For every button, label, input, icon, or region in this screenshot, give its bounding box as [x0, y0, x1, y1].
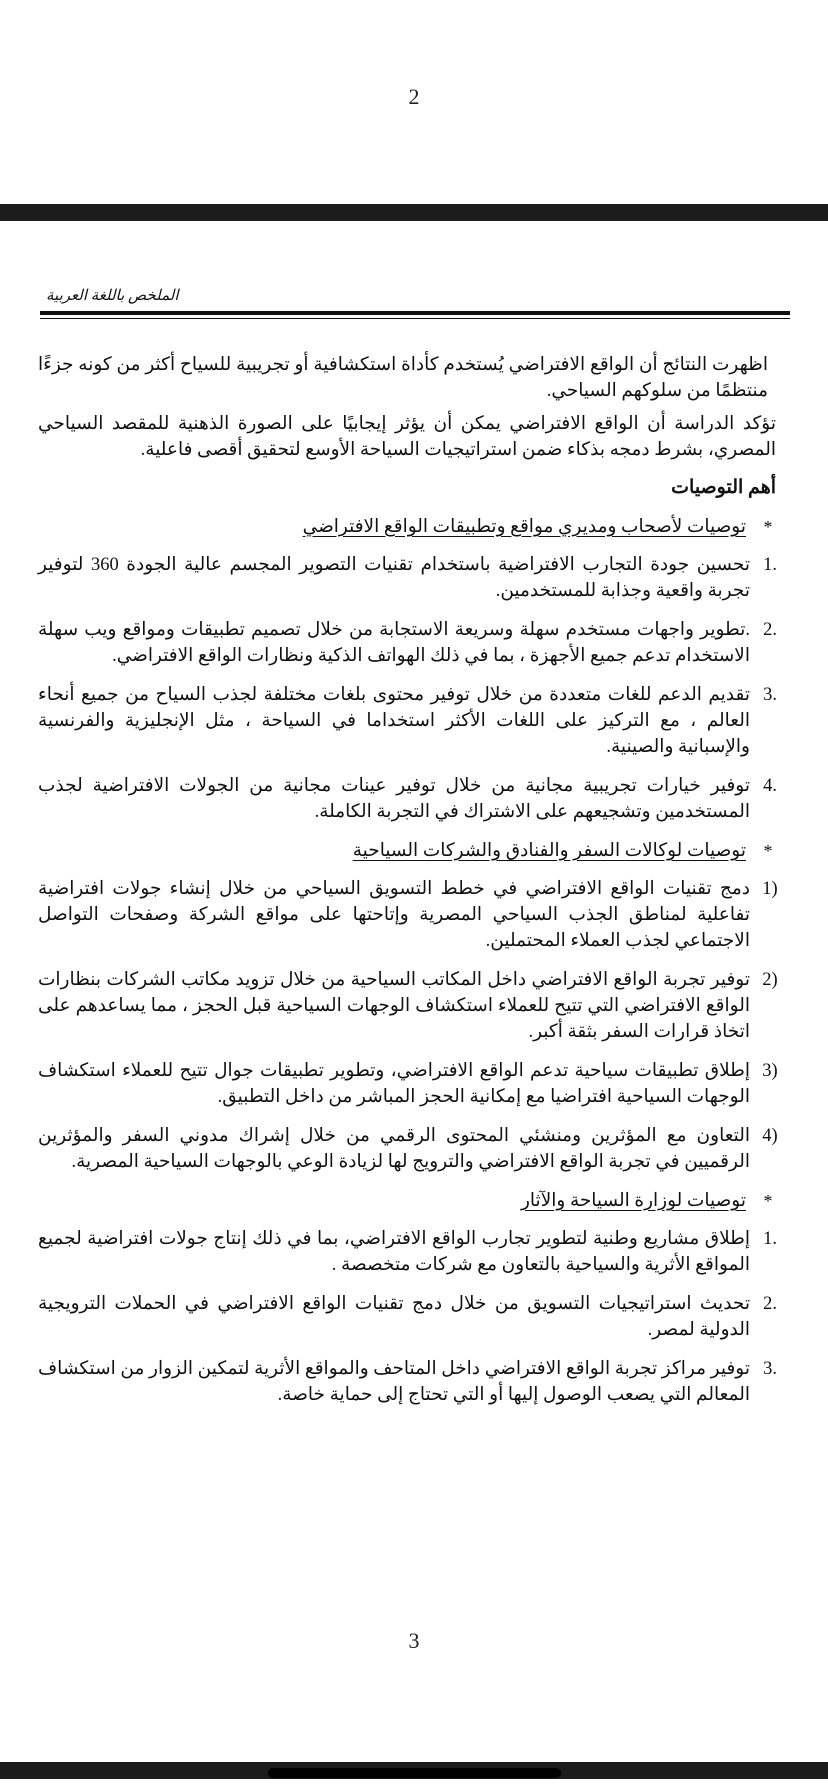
section-title: توصيات لأصحاب ومديري مواقع وتطبيقات الواقع الافتراضي — [302, 517, 746, 537]
item-text: .تطوير واجهات مستخدم سهلة وسريعة الاستجابة من خلال تصميم تطبيقات ومواقع ويب سهلة الاستخدام تدعم جميع الأجهزة ، بما في ذلك الهواتف الذكية ونظارات الواقع الافتراضي. — [38, 620, 750, 666]
item-number: 3) — [762, 1061, 778, 1081]
section-title: توصيات لوكالات السفر والفنادق والشركات السياحية — [352, 841, 746, 861]
section-travel-agencies — [38, 838, 790, 1175]
item-text: إطلاق تطبيقات سياحية تدعم الواقع الافتراضي، وتطوير تطبيقات جوال تتيح للعملاء استكشاف الوجهات السياحية افتراضيا مع إمكانية الحجز المباشر من داخل التطبيق. — [38, 1061, 750, 1107]
intro-paragraph-2: تؤكد الدراسة أن الواقع الافتراضي يمكن أن يؤثر إيجابيًا على الصورة الذهنية للمقصد السياحي المصري، بشرط دمجه بذكاء ضمن استراتيجيات السياحة الأوسع لتحقيق أقصى فاعلية. — [38, 414, 776, 460]
page-number-bottom: 3 — [408, 1628, 420, 1653]
item-number: 3. — [763, 1359, 777, 1379]
list-item — [38, 967, 790, 1045]
item-text: دمج تقنيات الواقع الافتراضي في خطط التسويق السياحي من خلال إنشاء جولات افتراضية تفاعلية لمناطق الجذب السياحي المصرية وإتاحتها على مواقع الشركة وصفحات التواصل الاجتماعي لجذب العملاء المحتملين. — [38, 879, 750, 951]
list-item — [38, 1058, 790, 1110]
list-item — [38, 1226, 790, 1278]
document-body — [38, 352, 790, 1421]
list-item — [38, 617, 790, 669]
recommendations-heading: أهم التوصيات — [671, 477, 776, 498]
page-number-top: 2 — [408, 84, 420, 109]
asterisk-bullet: * — [763, 1191, 773, 1211]
asterisk-bullet: * — [763, 517, 773, 537]
header-rule-thick — [40, 311, 790, 315]
section-heading — [38, 514, 790, 540]
item-number: 2. — [763, 620, 777, 640]
home-indicator-bar[interactable] — [268, 1768, 561, 1778]
item-number: 2. — [763, 1294, 777, 1314]
item-text: توفير تجربة الواقع الافتراضي داخل المكاتب السياحية من خلال تزويد مكاتب الشركات بنظارات الواقع الافتراضي التي تتيح للعملاء استكشاف الوجهات السياحية قبل الحجز ، مما يساعدهم على اتخاذ قرارات السفر بثقة أكبر. — [38, 970, 750, 1042]
item-number: 1) — [762, 879, 778, 899]
item-text: تحديث استراتيجيات التسويق من خلال دمج تقنيات الواقع الافتراضي في الحملات الترويجية الدولية لمصر. — [38, 1294, 750, 1340]
item-number: 1. — [763, 555, 777, 575]
section-vr-owners — [38, 514, 790, 825]
item-number: 4. — [763, 776, 777, 796]
list-item — [38, 1123, 790, 1175]
asterisk-bullet: * — [763, 841, 773, 861]
header-caption: الملخص باللغة العربية — [46, 288, 179, 304]
list-item — [38, 552, 790, 604]
page-divider-top — [0, 204, 828, 221]
list-item — [38, 682, 790, 760]
list-item — [38, 1291, 790, 1343]
item-text: توفير خيارات تجريبية مجانية من خلال توفير عينات مجانية من الجولات الافتراضية لجذب المستخدمين وتشجيعهم على الاشتراك في التجربة الكاملة. — [38, 776, 750, 822]
item-text: التعاون مع المؤثرين ومنشئي المحتوى الرقمي من خلال إشراك مدوني السفر والمؤثرين الرقميين في تجربة الواقع الافتراضي والترويج لها لزيادة الوعي بالوجهات السياحية المصرية. — [38, 1126, 750, 1172]
list-item — [38, 1356, 790, 1408]
item-text: تحسين جودة التجارب الافتراضية باستخدام تقنيات التصوير المجسم عالية الجودة 360 لتوفير تجربة واقعية وجذابة للمستخدمين. — [38, 555, 750, 601]
list-item — [38, 773, 790, 825]
intro-paragraph-1: اظهرت النتائج أن الواقع الافتراضي يُستخدم كأداة استكشافية أو تجريبية للسياح أكثر من كونه جزءًا منتظمًا من سلوكهم السياحي. — [38, 355, 768, 401]
item-number: 2) — [762, 970, 778, 990]
item-number: 1. — [763, 1229, 777, 1249]
item-text: إطلاق مشاريع وطنية لتطوير تجارب الواقع الافتراضي، بما في ذلك إنتاج جولات افتراضية لجميع المواقع الأثرية والسياحية بالتعاون مع شركات متخصصة . — [38, 1229, 750, 1275]
section-heading — [38, 1188, 790, 1214]
item-number: 3. — [763, 685, 777, 705]
item-text: توفير مراكز تجربة الواقع الافتراضي داخل المتاحف والمواقع الأثرية لتمكين الزوار من استكشاف المعالم التي يصعب الوصول إليها أو التي تحتاج إلى حماية خاصة. — [38, 1359, 750, 1405]
item-number: 4) — [762, 1126, 778, 1146]
section-title: توصيات لوزارة السياحة والآثار — [520, 1191, 746, 1211]
list-item — [38, 876, 790, 954]
section-heading — [38, 838, 790, 864]
item-text: تقديم الدعم للغات متعددة من خلال توفير محتوى بلغات مختلفة لجذب السياح من جميع أنحاء العالم ، مع التركيز على اللغات الأكثر استخداما في السياحة ، مثل الإنجليزية والفرنسية والإسبانية والصينية. — [38, 685, 750, 757]
header-rule-thin — [40, 318, 790, 319]
section-ministry — [38, 1188, 790, 1408]
